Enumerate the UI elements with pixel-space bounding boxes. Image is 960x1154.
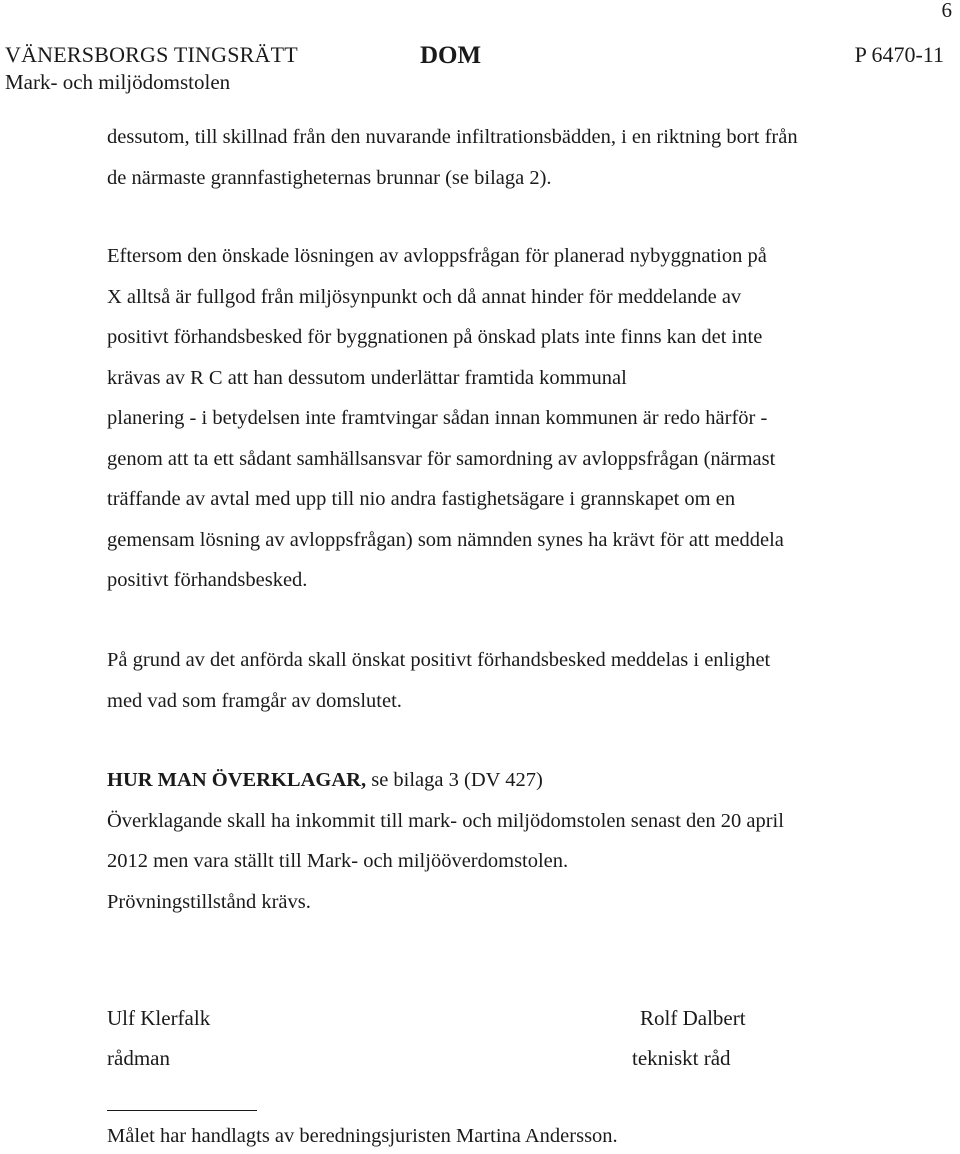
text-line: positivt förhandsbesked för byggnationen på önskad plats inte finns kan det inte: [107, 326, 763, 348]
footnote: Målet har handlagts av beredningsjuristen Martina Andersson.: [107, 1125, 618, 1147]
text-line: träffande av avtal med upp till nio andra fastighetsägare i grannskapet om en: [107, 488, 736, 510]
text-line: genom att ta ett sådant samhällsansvar för samordning av avloppsfrågan (närmast: [107, 447, 776, 470]
text-line: dessutom, till skillnad från den nuvarande infiltrationsbädden, i en riktning bort från: [107, 126, 798, 148]
text-line: gemensam lösning av avloppsfrågan) som nämnden synes ha krävt för att meddela: [107, 528, 784, 551]
text-line: positivt förhandsbesked.: [107, 569, 308, 591]
case-number: P 6470-11: [854, 42, 944, 67]
text-line: På grund av det anförda skall önskat positivt förhandsbesked meddelas i enlighet: [107, 649, 771, 671]
text-line: Prövningstillstånd krävs.: [107, 890, 311, 913]
text-line: Överklagande skall ha inkommit till mark- och miljödomstolen senast den 20 april: [107, 809, 784, 832]
paragraph-3: [107, 640, 897, 721]
paragraph-2: [107, 236, 897, 601]
appeal-heading: HUR MAN ÖVERKLAGAR,: [107, 769, 367, 791]
text-line: krävas av R C att han dessutom underlättar framtida kommunal: [107, 366, 627, 389]
appeal-heading-line: [107, 760, 897, 801]
court-department: Mark- och miljödomstolen: [5, 70, 231, 94]
signatory-name-1: Ulf Klerfalk: [107, 1006, 211, 1030]
page-number: 6: [941, 0, 952, 22]
text-line: 2012 men vara ställt till Mark- och miljööverdomstolen.: [107, 850, 569, 872]
appeal-section: [107, 760, 897, 922]
signatory-title-1: rådman: [107, 1046, 170, 1070]
text-line: med vad som framgår av domslutet.: [107, 689, 402, 712]
appeal-heading-suffix: se bilaga 3 (DV 427): [366, 769, 543, 791]
text-line: planering - i betydelsen inte framtvingar sådan innan kommunen är redo härför -: [107, 407, 768, 429]
court-name: VÄNERSBORGS TINGSRÄTT: [5, 42, 298, 67]
text-line: de närmaste grannfastigheternas brunnar (se bilaga 2).: [107, 166, 552, 189]
signatory-name-2: Rolf Dalbert: [640, 1006, 746, 1030]
paragraph-1: [107, 117, 897, 198]
text-line: Eftersom den önskade lösningen av avloppsfrågan för planerad nybyggnation på: [107, 245, 767, 267]
document-type: DOM: [420, 42, 482, 69]
footnote-divider: [107, 1110, 257, 1111]
signatory-title-2: tekniskt råd: [632, 1046, 731, 1070]
text-line: X alltså är fullgod från miljösynpunkt och då annat hinder för meddelande av: [107, 285, 742, 308]
